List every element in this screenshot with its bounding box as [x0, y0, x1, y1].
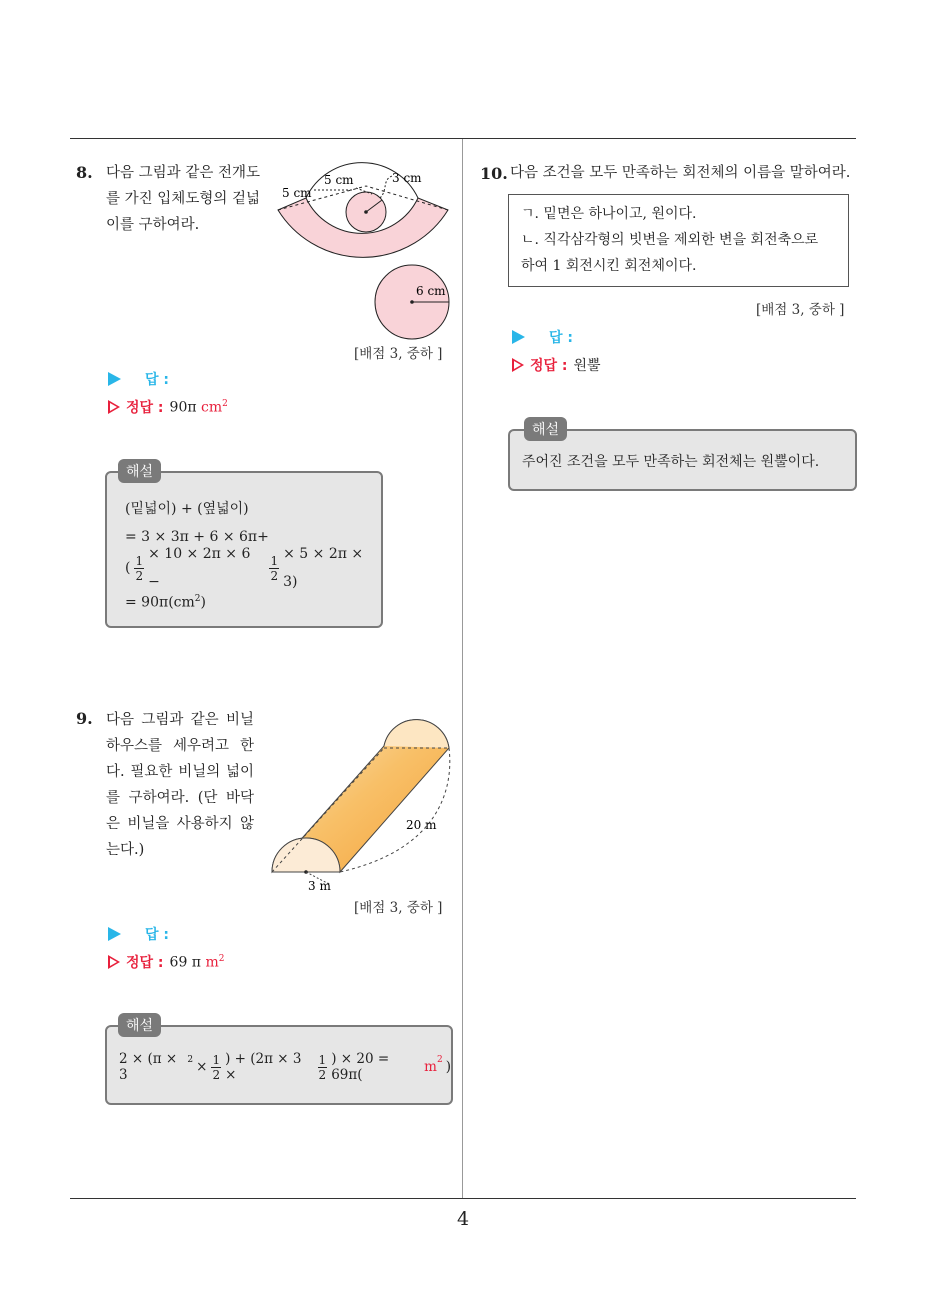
hollow-triangle-icon: [108, 400, 120, 414]
q8-expl-line2: = 3 × 3π + 6 × 6π+: [125, 529, 269, 545]
q10-expl-text: 주어진 조건을 모두 만족하는 회전체는 원뿔이다.: [522, 454, 820, 470]
q8-expl-line4: = $90\pi(cm^2)$: [125, 594, 206, 611]
q10-correct-label: 정답 :: [530, 358, 568, 374]
q9-greenhouse-figure: [268, 710, 458, 895]
q8-correct-label: 정답 :: [126, 400, 164, 416]
q10-condition-3: 하여 1 회전시킨 회전체이다.: [521, 258, 697, 274]
q10-answer-line: [512, 327, 573, 347]
q9-answer-label: 답 :: [145, 927, 169, 943]
q9-answer-line: [108, 924, 169, 944]
q8-explanation-tag: 해설: [118, 459, 161, 483]
q10-correct-value: 원뿔: [573, 358, 601, 374]
hollow-triangle-icon: [108, 955, 120, 969]
q10-explanation-tag: 해설: [524, 417, 567, 441]
q8-correct-value: 90π $cm^2$: [169, 398, 228, 416]
column-divider: [462, 139, 463, 1199]
q10-correct-line: [512, 355, 601, 375]
q8-correct-line: [108, 397, 228, 417]
q10-answer-label: 답 :: [549, 330, 573, 346]
q10-condition-2: ㄴ. 직각삼각형의 빗변을 제외한 변을 회전축으로: [521, 232, 819, 248]
page-number: 4: [456, 1208, 470, 1230]
q9-label-3m: 3 m: [308, 879, 331, 893]
q9-correct-label: 정답 :: [126, 955, 164, 971]
q8-label-6cm: 6 cm: [416, 284, 446, 298]
q9-score: [배점 3, 중하 ]: [354, 900, 443, 916]
q8-explanation-box: [105, 471, 383, 628]
q9-explanation-tag: 해설: [118, 1013, 161, 1037]
q8-answer-label: 답 :: [145, 372, 169, 388]
bottom-rule: [70, 1198, 856, 1199]
q9-number: 9.: [76, 709, 93, 728]
top-rule: [70, 138, 856, 139]
q10-conditions-box: [508, 194, 849, 287]
q9-explanation-box: [105, 1025, 453, 1105]
q9-text: 다음 그림과 같은 비닐하우스를 세우려고 한다. 필요한 비닐의 넓이를 구하여라. (단 바닥은 비닐을 사용하지 않는다.): [106, 712, 254, 858]
hollow-triangle-icon: [512, 358, 524, 372]
q8-label-5cm-a: 5 cm: [324, 173, 354, 187]
q8-expl-line3: ( $\frac{1}{2}$ × 10 × 2π × 6 − $\frac{1}{2}$ × 5 × 2π × 3): [125, 546, 364, 590]
q8-score: [배점 3, 중하 ]: [354, 346, 443, 362]
q9-expl-line: 2 × (π × 3 $^2$ × $\frac{1}{2}$ ) + (2π × 3 × $\frac{1}{2}$ ) × 20 = 69π( m $^2$ ): [119, 1051, 451, 1083]
q8-number: 8.: [76, 163, 93, 182]
q9-correct-value: 69 π $m^2$: [169, 953, 225, 971]
play-icon: [108, 927, 121, 941]
play-icon: [512, 330, 525, 344]
q10-score: [배점 3, 중하 ]: [756, 302, 845, 318]
q10-text: 다음 조건을 모두 만족하는 회전체의 이름을 말하여라.: [510, 165, 851, 181]
q9-correct-line: [108, 952, 224, 972]
q8-text: 다음 그림과 같은 전개도를 가진 입체도형의 겉넓이를 구하여라.: [106, 165, 260, 233]
q8-net-figure: [270, 160, 460, 350]
q10-number: 10.: [480, 164, 508, 183]
q8-expl-line1: (밑넓이) + (옆넓이): [125, 501, 249, 517]
q8-answer-line: [108, 369, 169, 389]
q8-label-3cm: 3 cm: [392, 171, 422, 185]
q10-condition-1: ㄱ. 밑면은 하나이고, 원이다.: [521, 206, 697, 222]
q9-label-20m: 20 m: [406, 818, 437, 832]
play-icon: [108, 372, 121, 386]
q8-label-5cm-b: 5 cm: [282, 186, 312, 200]
